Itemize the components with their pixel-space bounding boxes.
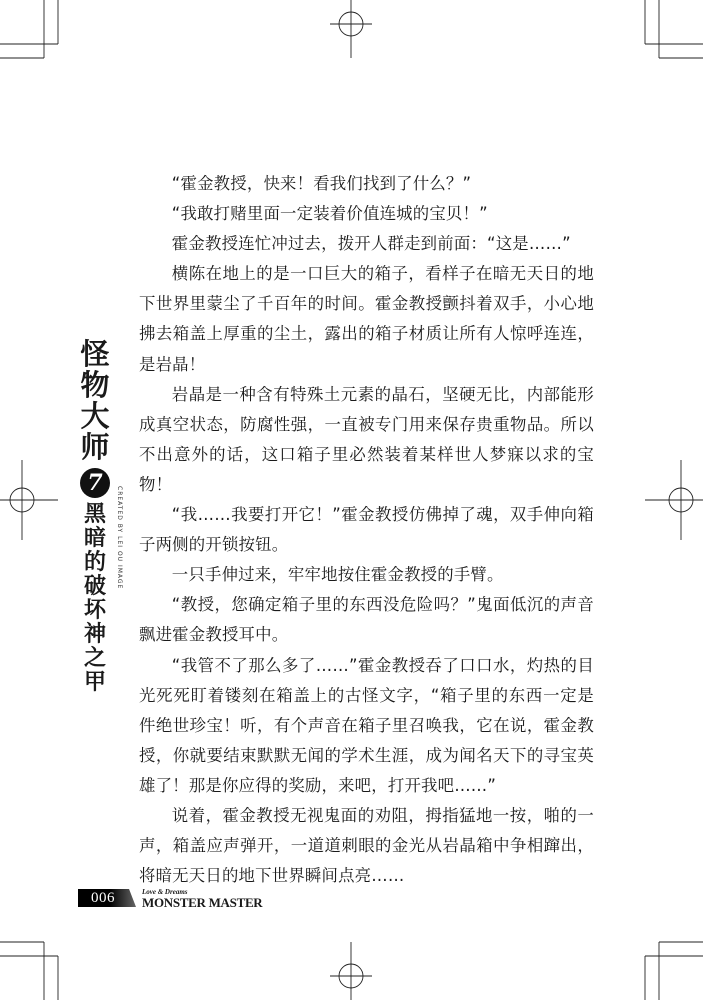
volume-subtitle [84, 504, 106, 696]
paragraph: “我敢打赌里面一定装着价值连城的宝贝！” [171, 204, 488, 224]
paragraph: 横陈在地上的是一口巨大的箱子，看样子在暗无天日的地下世界里蒙尘了千百年的时间。霍金教授颤抖着双手，小心地拂去箱盖上厚重的尘土，露出的箱子材质让所有人惊呼连连，是岩晶！ [139, 264, 594, 374]
crop-mark-top-left [0, 0, 58, 58]
series-name: MONSTER MASTER [142, 895, 263, 910]
subtitle-char: 坏 [83, 598, 106, 623]
paragraph: “我管不了那么多了……”霍金教授吞了口口水，灼热的目光死死盯着镂刻在箱盖上的古怪文字，“箱子里的东西一定是件绝世珍宝！听，有个声音在箱子里召唤我，它在说，霍金教授，你就要结束默默无闻的学术生涯，成为闻名天下的寻宝英雄了！那是你应得的奖励，来吧，打开我吧……” [139, 655, 594, 795]
paragraph: 岩晶是一种含有特殊土元素的晶石，坚硬无比，内部能形成真空状态，防腐性强，一直被专门用来保存贵重物品。所以不出意外的话，这口箱子里必然装着某样世人梦寐以求的宝物！ [139, 384, 594, 494]
creator-credit: CREATED BY LEI OU IMAGE [116, 486, 123, 590]
title-char: 大 [80, 399, 110, 433]
paragraph: 说着，霍金教授无视鬼面的劝阻，拇指猛地一按，啪的一声，箱盖应声弹开，一道道刺眼的金光从岩晶箱中争相蹿出，将暗无天日的地下世界瞬间点亮…… [139, 805, 594, 886]
page-footer [78, 888, 278, 910]
subtitle-char: 之 [83, 646, 106, 671]
series-tagline: Love & Dreams [142, 888, 188, 896]
subtitle-char: 暗 [83, 526, 106, 551]
subtitle-char: 破 [83, 574, 106, 599]
crop-mark-top-right [645, 0, 703, 58]
series-title [80, 337, 110, 464]
subtitle-char: 的 [83, 550, 106, 575]
title-char: 师 [80, 430, 110, 464]
subtitle-char: 甲 [83, 670, 106, 695]
subtitle-char: 黑 [83, 502, 106, 527]
paragraph: 霍金教授连忙冲过去，拨开人群走到前面：“这是……” [171, 234, 571, 254]
crop-mark-bottom-right [645, 942, 703, 1000]
crop-mark-bottom-left [0, 942, 58, 1000]
side-book-title [78, 337, 112, 696]
subtitle-char: 神 [83, 622, 106, 647]
title-char: 物 [80, 368, 110, 402]
paragraph: “霍金教授，快来！看我们找到了什么？” [171, 174, 472, 193]
paragraph: “我……我要打开它！”霍金教授仿佛掉了魂，双手伸向箱子两侧的开锁按钮。 [139, 505, 594, 555]
paragraph: 一只手伸过来，牢牢地按住霍金教授的手臂。 [171, 565, 504, 585]
registration-target-bottom [330, 942, 372, 1000]
registration-target-top [330, 0, 372, 58]
title-char: 怪 [80, 337, 110, 371]
body-text [139, 169, 594, 891]
paragraph: “教授，您确定箱子里的东西没危险吗？”鬼面低沉的声音飘进霍金教授耳中。 [139, 595, 594, 645]
volume-badge: 7 [80, 468, 110, 498]
page-number: 006 [91, 890, 115, 906]
registration-target-left [0, 460, 58, 540]
registration-target-right [645, 460, 703, 540]
